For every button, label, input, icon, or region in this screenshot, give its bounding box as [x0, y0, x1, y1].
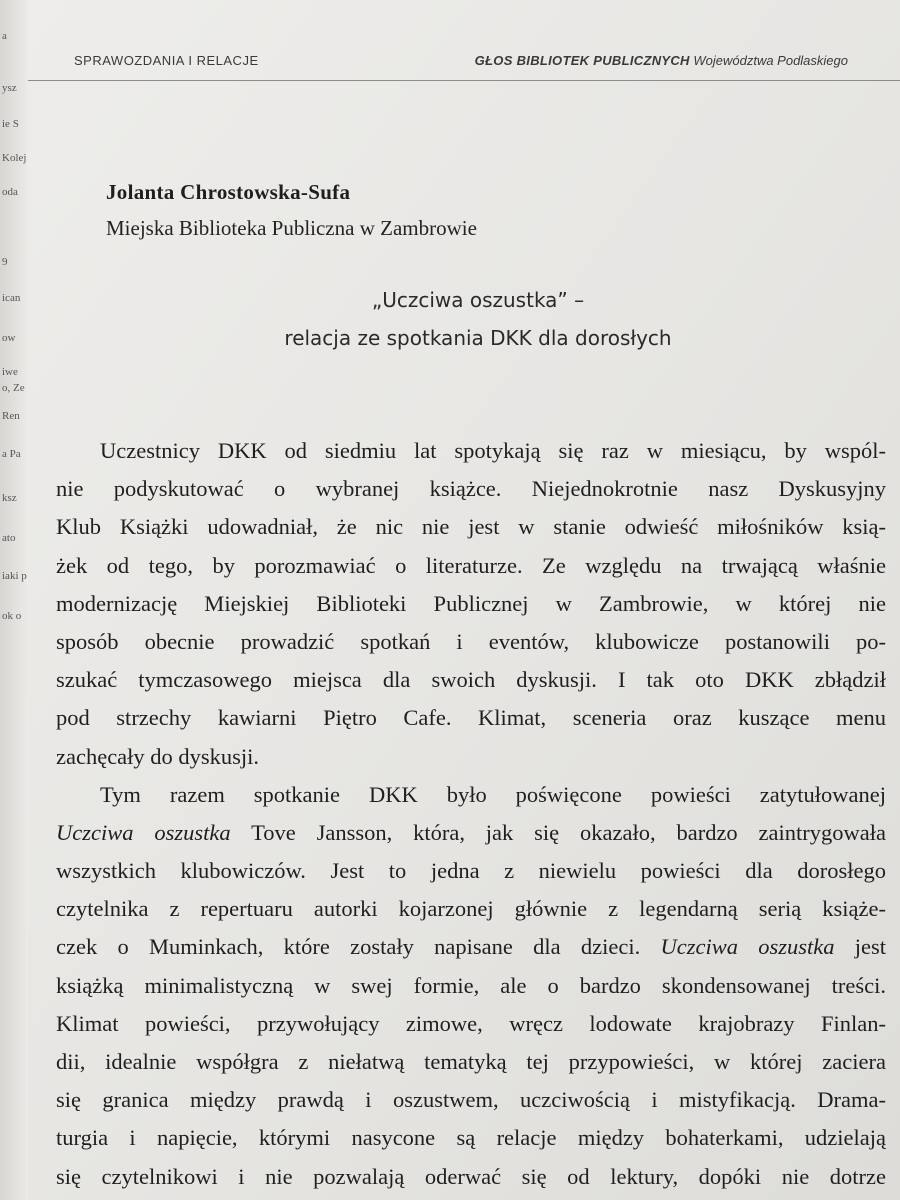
adjacent-page-edge	[0, 0, 29, 1200]
book-page	[28, 0, 900, 1200]
adjacent-page-fragment: ow	[2, 332, 16, 344]
article-title-line-1: „Uczciwa oszustka” –	[371, 288, 585, 312]
adjacent-page-fragment: ok o	[2, 610, 22, 622]
paragraph-1-line: żek od tego, by porozmawiać o literaturze. Ze względu na trwającą właśnie	[56, 552, 886, 578]
adjacent-page-fragment: ksz	[2, 492, 17, 504]
adjacent-page-fragment: ato	[2, 532, 16, 544]
adjacent-page-fragment: Kolej	[2, 152, 27, 164]
paragraph-1-line: zachęcały do dyskusji.	[56, 743, 260, 769]
adjacent-page-fragment: iaki p	[2, 570, 27, 582]
paragraph-1-line: Klub Książki udowadniał, że nic nie jest w stanie odwieść miłośników ksią-	[56, 514, 886, 540]
book-title-italic: Uczciwa oszustka	[660, 934, 835, 960]
paragraph-1-line: Uczestnicy DKK od siedmiu lat spotykają się raz w miesiącu, by wspól-	[100, 438, 886, 463]
paragraph-1-line: szukać tymczasowego miejsca dla swoich dyskusji. I tak oto DKK zbłądził	[56, 667, 886, 693]
publication-title	[475, 53, 848, 68]
paragraph-2-line: się granica między prawdą i oszustwem, uczciwością i mistyfikacją. Drama-	[56, 1087, 886, 1113]
paragraph-2-line: wszystkich klubowiczów. Jest to jedna z niewielu powieści dla dorosłego	[56, 858, 886, 884]
adjacent-page-fragment: ysz	[2, 82, 17, 94]
adjacent-page-fragment: oda	[2, 186, 18, 198]
paragraph-1-line: sposób obecnie prowadzić spotkań i eventów, klubowicze postanowili po-	[56, 628, 886, 654]
publication-title-bold: GŁOS BIBLIOTEK PUBLICZNYCH	[474, 53, 690, 68]
paragraph-2-line: turgia i napięcie, którymi nasycone są relacje między bohaterkami, udzielają	[56, 1125, 886, 1151]
paragraph-2-text: jest	[834, 934, 886, 960]
publication-title-rest: Województwa Podlaskiego	[693, 53, 848, 68]
article-title-line-2: relacja ze spotkania DKK dla dorosłych	[284, 326, 672, 350]
paragraph-1-line: modernizację Miejskiej Biblioteki Publicznej w Zambrowie, w której nie	[56, 590, 886, 616]
adjacent-page-fragment: ican	[2, 292, 21, 304]
adjacent-page-fragment: o, Ze	[2, 382, 25, 394]
paragraph-2-line: Tym razem spotkanie DKK było poświęcone powieści zatytułowanej	[100, 781, 886, 807]
adjacent-page-fragment: iwe	[2, 366, 18, 378]
adjacent-page-fragment: Ren	[2, 410, 20, 422]
paragraph-1-line: nie podyskutować o wybranej książce. Niejednokrotnie nasz Dyskusyjny	[56, 476, 886, 502]
paragraph-2-text: Tove Jansson, która, jak się okazało, bardzo zaintrygowała	[230, 819, 886, 845]
paragraph-2-line: książką minimalistyczną w swej formie, ale o bardzo skondensowanej treści.	[56, 972, 886, 998]
adjacent-page-fragment: a Pa	[2, 448, 21, 460]
adjacent-page-fragment: ie S	[2, 118, 19, 130]
paragraph-2-line: dii, idealnie współgra z niełatwą tematyką tej przypowieści, w której zaciera	[56, 1049, 886, 1074]
paragraph-2-line: się czytelnikowi i nie pozwalają oderwać się od lektury, dopóki nie dotrze	[56, 1163, 886, 1189]
adjacent-page-fragment: a	[2, 30, 7, 42]
book-title-italic: Uczciwa oszustka	[56, 819, 231, 845]
paragraph-2-line: Klimat powieści, przywołujący zimowe, wręcz lodowate krajobrazy Finlan-	[56, 1010, 886, 1036]
paragraph-2-text: czek o Muminkach, które zostały napisane dla dzieci.	[56, 934, 661, 960]
section-label: SPRAWOZDANIA I RELACJE	[74, 53, 259, 68]
running-head	[74, 48, 848, 70]
paragraph-2-line	[56, 814, 886, 852]
paragraph-2-line: czytelnika z repertuaru autorki kojarzonej głównie z legendarną serią książe-	[56, 896, 886, 922]
article-body	[56, 432, 886, 1196]
paragraph-1-line: pod strzechy kawiarni Piętro Cafe. Klimat, sceneria oraz kuszące menu	[56, 705, 886, 731]
author-name: Jolanta Chrostowska-Sufa	[106, 180, 351, 204]
header-rule	[28, 80, 900, 81]
adjacent-page-fragment: 9	[2, 256, 8, 268]
author-institution: Miejska Biblioteka Publiczna w Zambrowie	[106, 216, 477, 240]
paragraph-2-line	[56, 928, 886, 966]
